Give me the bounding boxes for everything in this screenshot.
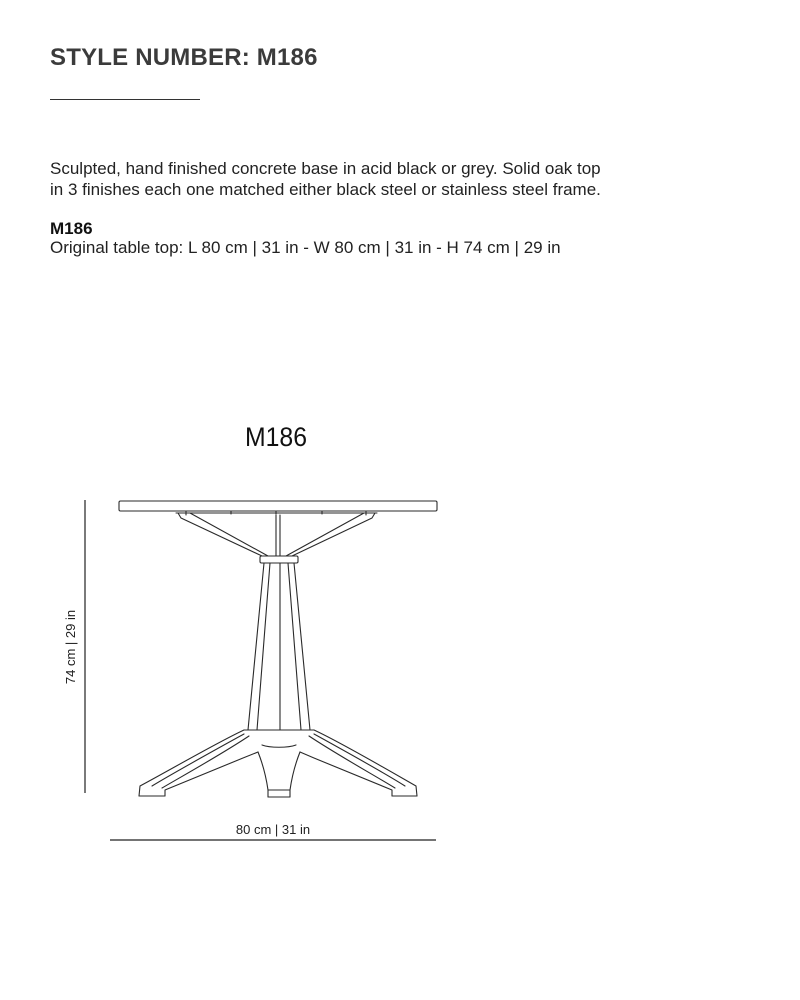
top-support-arms — [176, 513, 377, 556]
page-title: STYLE NUMBER: M186 — [50, 44, 318, 71]
width-dimension-label: 80 cm | 31 in — [235, 822, 311, 837]
table-outline — [119, 501, 437, 797]
table-side-elevation — [0, 400, 800, 860]
model-number: M186 — [50, 219, 93, 238]
column-collar — [260, 556, 298, 563]
description-line-1: Sculpted, hand finished concrete base in acid black or grey. Solid oak top — [50, 159, 601, 178]
title-underline — [50, 99, 200, 100]
drawing-model-label: M186 — [245, 422, 307, 452]
description-line-2: in 3 finishes each one matched either black steel or stainless steel frame. — [50, 180, 601, 199]
concrete-base — [139, 730, 417, 797]
table-dimensions: Original table top: L 80 cm | 31 in - W 80 cm | 31 in - H 74 cm | 29 in — [50, 238, 561, 257]
table-top — [119, 501, 437, 511]
product-description — [50, 158, 690, 200]
height-dimension-label: 74 cm | 29 in — [63, 609, 78, 685]
column-legs — [248, 563, 310, 730]
technical-drawing — [0, 400, 800, 860]
